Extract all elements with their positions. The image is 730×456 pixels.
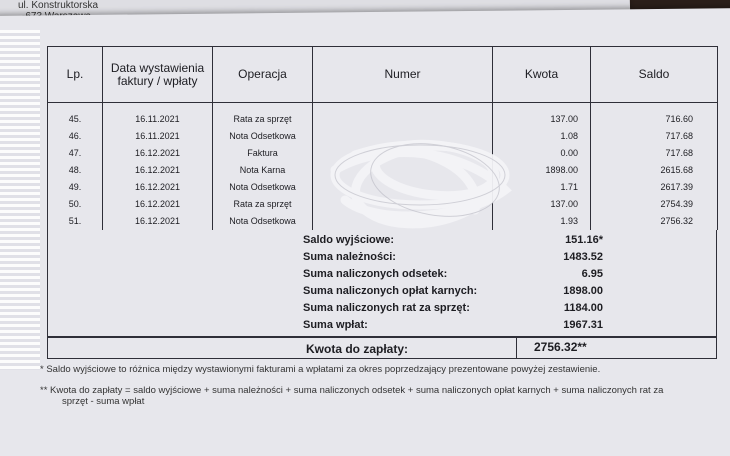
cell-operation: Nota Odsetkowa (213, 213, 313, 230)
cell-amount: 1.71 (493, 179, 591, 196)
summary-value: 151.16* (565, 233, 603, 246)
summary-label: Suma naliczonych rat za sprzęt: (303, 301, 470, 314)
cell-amount: 1.08 (493, 128, 591, 145)
cell-number (313, 145, 493, 162)
cell-number (313, 103, 493, 128)
total-row (47, 337, 717, 359)
cell-number (313, 213, 493, 230)
cell-number (313, 196, 493, 213)
summary-row (303, 319, 603, 333)
table-row (48, 162, 718, 179)
header-balance: Saldo (591, 47, 718, 103)
table-row (48, 103, 718, 128)
redaction-smear (0, 30, 40, 370)
cell-lp: 46. (48, 128, 103, 145)
statement-document (47, 46, 717, 359)
cell-balance: 2754.39 (591, 196, 718, 213)
cell-lp: 45. (48, 103, 103, 128)
cell-lp: 51. (48, 213, 103, 230)
table-row (48, 145, 718, 162)
cell-amount: 1.93 (493, 213, 591, 230)
cell-operation: Faktura (213, 145, 313, 162)
cell-operation: Nota Karna (213, 162, 313, 179)
table-row (48, 179, 718, 196)
cell-date: 16.12.2021 (103, 145, 213, 162)
footnote-initial-balance: * Saldo wyjściowe to różnica między wystawionymi fakturami a wpłatami za okres poprzedzający prezentowane powyżej zestawienie. (40, 364, 601, 375)
cell-number (313, 179, 493, 196)
table-header-row (48, 47, 718, 103)
header-number: Numer (313, 47, 493, 103)
summary-label: Suma naliczonych opłat karnych: (303, 284, 478, 297)
cell-balance: 2617.39 (591, 179, 718, 196)
cell-operation: Nota Odsetkowa (213, 128, 313, 145)
summary-row (303, 268, 603, 282)
summary-label: Suma należności: (303, 250, 396, 263)
cell-date: 16.11.2021 (103, 103, 213, 128)
header-date: Data wystawienia faktury / wpłaty (103, 47, 213, 103)
header-amount: Kwota (493, 47, 591, 103)
footnotes (40, 364, 680, 417)
header-lp: Lp. (48, 47, 103, 103)
total-separator (516, 338, 517, 358)
cell-date: 16.12.2021 (103, 179, 213, 196)
cell-balance: 717.68 (591, 145, 718, 162)
cell-date: 16.12.2021 (103, 162, 213, 179)
summary-value: 1898.00 (563, 284, 603, 297)
summary-label: Suma wpłat: (303, 318, 368, 331)
cell-date: 16.12.2021 (103, 196, 213, 213)
summary-label: Saldo wyjściowe: (303, 233, 395, 246)
cell-balance: 716.60 (591, 103, 718, 128)
table-row (48, 196, 718, 213)
cell-date: 16.11.2021 (103, 128, 213, 145)
transactions-table (47, 46, 718, 230)
cell-number (313, 162, 493, 179)
cell-operation: Rata za sprzęt (213, 196, 313, 213)
footnote-amount-due: ** Kwota do zapłaty = saldo wyjściowe + suma należności + suma naliczonych odsetek + suma naliczonych opłat karnych + suma naliczonych rat za sprzęt - suma wpłat (40, 385, 664, 407)
cell-date: 16.12.2021 (103, 213, 213, 230)
summary-value: 1483.52 (563, 250, 603, 263)
summary-row (303, 302, 603, 316)
cell-amount: 0.00 (493, 145, 591, 162)
cell-operation: Rata za sprzęt (213, 103, 313, 128)
cell-balance: 2615.68 (591, 162, 718, 179)
total-value: 2756.32** (534, 339, 587, 354)
cell-amount: 137.00 (493, 196, 591, 213)
cell-amount: 1898.00 (493, 162, 591, 179)
cell-lp: 47. (48, 145, 103, 162)
cell-lp: 48. (48, 162, 103, 179)
cell-amount: 137.00 (493, 103, 591, 128)
cell-lp: 49. (48, 179, 103, 196)
header-operation: Operacja (213, 47, 313, 103)
sender-line-1: ul. Konstruktorska (18, 0, 99, 11)
table-row (48, 128, 718, 145)
summary-box (47, 230, 717, 337)
summary-label: Suma naliczonych odsetek: (303, 267, 448, 280)
summary-value: 1967.31 (563, 318, 603, 331)
cell-operation: Nota Odsetkowa (213, 179, 313, 196)
summary-row (303, 285, 603, 299)
cell-lp: 50. (48, 196, 103, 213)
summary-row (303, 251, 603, 265)
table-row (48, 213, 718, 230)
summary-value: 6.95 (581, 267, 603, 280)
cell-balance: 2756.32 (591, 213, 718, 230)
total-label: Kwota do zapłaty: (306, 341, 409, 356)
summary-value: 1184.00 (563, 301, 603, 314)
cell-balance: 717.68 (591, 128, 718, 145)
cell-number (313, 128, 493, 145)
summary-row (303, 234, 603, 248)
